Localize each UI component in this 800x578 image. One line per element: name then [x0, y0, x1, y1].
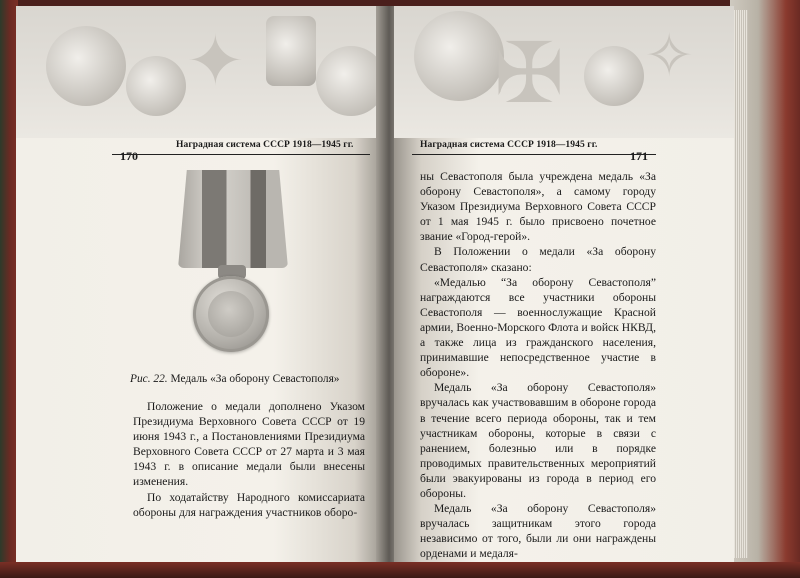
- running-head: Наградная система СССР 1918—1945 гг.: [176, 140, 354, 150]
- figure-label: Рис. 22.: [130, 373, 168, 385]
- running-head: Наградная система СССР 1918—1945 гг.: [420, 140, 598, 150]
- quotation-paragraph: «Медалью “За оборону Севастополя” награждаются все участники обороны Севастополя — военнослужащие Красной армии, Военно-Морского Флота и войск НКВД, а также лица из гражданского населения, принимавшие непосредственное участие в обороне».: [420, 275, 656, 380]
- page-number: 171: [630, 149, 648, 163]
- book-page-edges: [734, 10, 748, 558]
- medal-ribbon: [178, 170, 288, 268]
- order-star-icon: ✦: [186, 20, 245, 102]
- header-rule: [112, 154, 370, 155]
- medal-portrait-relief: [208, 291, 254, 337]
- right-body-text: [420, 169, 656, 561]
- right-page: [394, 6, 734, 562]
- book-cover-bottom-edge: [0, 562, 800, 578]
- right-page-decorative-banner: [394, 6, 734, 138]
- paragraph: Медаль «За оборону Севастополя» вручалась как участвовавшим в обороне города в течение всего периода обороны, так и тем участникам обороны, которые в связи с ранением, болезнью или в порядке проводимых правительственных мероприятий были эвакуированы из города в период его обороны.: [420, 381, 656, 500]
- left-page: [16, 6, 384, 562]
- paragraph: Положение о медали дополнено Указом Президиума Верховного Совета СССР от 19 июня 1943 г., а Постановлениями Президиума Верховного Совета СССР от 27 марта и 3 мая 1943 г. в описание медали были внесены изменения.: [133, 400, 365, 489]
- figure-caption: [130, 373, 340, 385]
- paragraph: Медаль «За оборону Севастополя» вручалась защитникам этого города независимо от того, были ли они награждены орденами и медаля-: [420, 502, 656, 561]
- left-page-decorative-banner: [16, 6, 384, 138]
- paragraph: В Положении о медали «За оборону Севастополя» сказано:: [420, 245, 656, 274]
- page-number: 170: [120, 149, 138, 163]
- left-body-text: [133, 399, 365, 520]
- figure-caption-text: Медаль «За оборону Севастополя»: [167, 373, 340, 385]
- header-rule: [412, 154, 656, 155]
- paragraph: ны Севастополя была учреждена медаль «За оборону Севастополя», а самому городу Указом Президиума Верховного Совета СССР от 1 мая 1945 г. было присвоено почетное звание «Город-герой».: [420, 170, 656, 244]
- order-star-icon: ✧: [644, 21, 695, 91]
- paragraph: По ходатайству Народного комиссариата обороны для награждения участников оборо-: [133, 490, 365, 519]
- order-cross-icon: ✠: [494, 24, 565, 122]
